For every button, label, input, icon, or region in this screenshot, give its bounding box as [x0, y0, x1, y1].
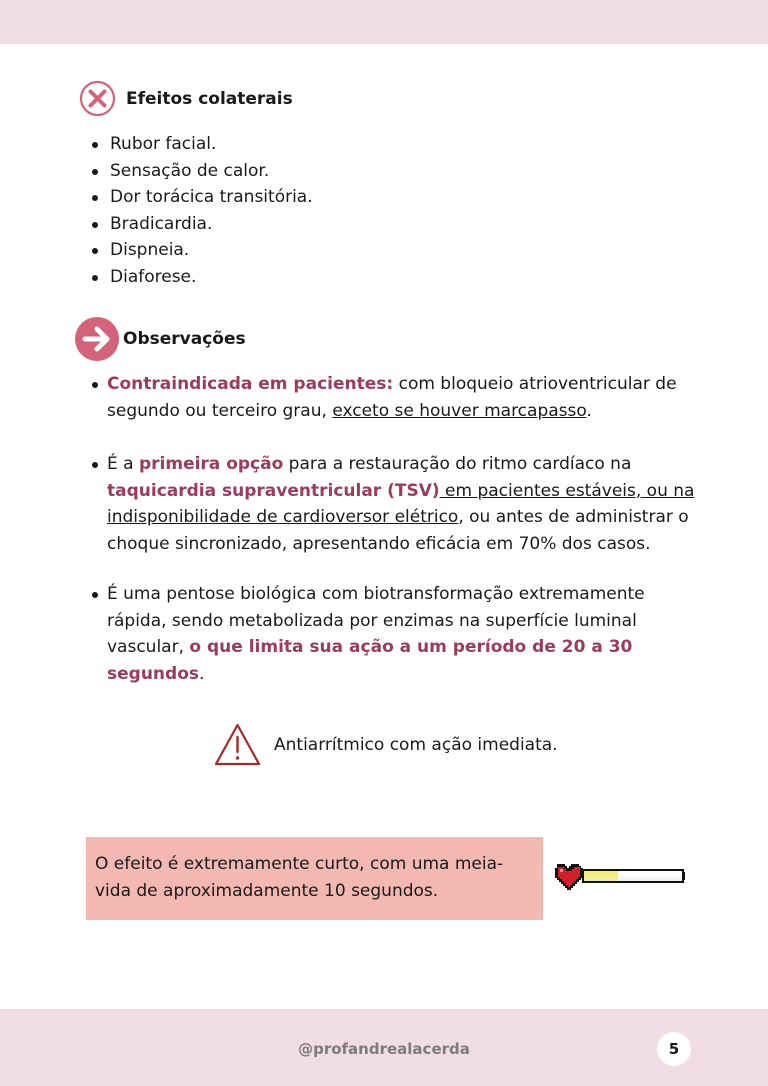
list-item: Rubor facial. [88, 131, 313, 158]
list-item: Dor torácica transitória. [88, 184, 313, 211]
observation-contraindication [88, 371, 698, 424]
life-bar [551, 858, 687, 900]
list-item: Dispneia. [88, 237, 313, 264]
underlined-text: exceto se houver marcapasso [332, 400, 587, 421]
arrow-right-icon [75, 317, 119, 361]
side-effects-list [88, 131, 313, 290]
body-text: . [586, 400, 592, 421]
body-text: . [199, 663, 205, 684]
highlight-text: Contraindicada em pacientes: [107, 374, 394, 394]
top-band [0, 0, 768, 44]
observation-first-choice [88, 451, 698, 557]
list-item: Diaforese. [88, 264, 313, 291]
observations-header [75, 317, 246, 361]
body-text: com bloqueio atrioventricular de segundo ou terceiro grau, [107, 374, 677, 421]
warning-icon [213, 722, 262, 767]
side-effects-header [79, 80, 293, 117]
highlight-text: o que limita sua ação a um período de 20 a 30 segundos [107, 637, 633, 684]
body-text: , ou antes de administrar o choque sincronizado, apresentando eficácia em 70% dos casos. [107, 507, 689, 554]
note-text: O efeito é extremamente curto, com uma meia-vida de aproximadamente 10 segundos. [95, 854, 504, 901]
underlined-text: em pacientes estáveis, ou na indisponibilidade de cardioversor elétrico [107, 480, 695, 527]
heart-icon [555, 864, 583, 890]
warning-text: Antiarrítmico com ação imediata. [274, 734, 558, 755]
body-text: para a restauração do ritmo cardíaco na [283, 454, 632, 474]
life-bar-graphic [551, 858, 687, 896]
list-item: Bradicardia. [88, 211, 313, 238]
observation-pentose [88, 581, 698, 687]
highlight-text: primeira opção [138, 454, 284, 474]
body-text: É a [107, 454, 139, 474]
close-icon [79, 80, 116, 117]
author-handle: @profandrealacerda [298, 1040, 470, 1058]
page-number: 5 [657, 1032, 691, 1066]
side-effects-title: Efeitos colaterais [126, 88, 293, 109]
highlight-text: taquicardia supraventricular (TSV) [107, 480, 440, 501]
half-life-note [86, 837, 543, 920]
warning-callout [213, 722, 558, 767]
body-text: É uma pentose biológica com biotransformação extremamente rápida, sendo metabolizada por enzimas na superfície luminal vascular, [107, 584, 645, 657]
observations-title: Observações [123, 329, 246, 349]
list-item: Sensação de calor. [88, 158, 313, 185]
